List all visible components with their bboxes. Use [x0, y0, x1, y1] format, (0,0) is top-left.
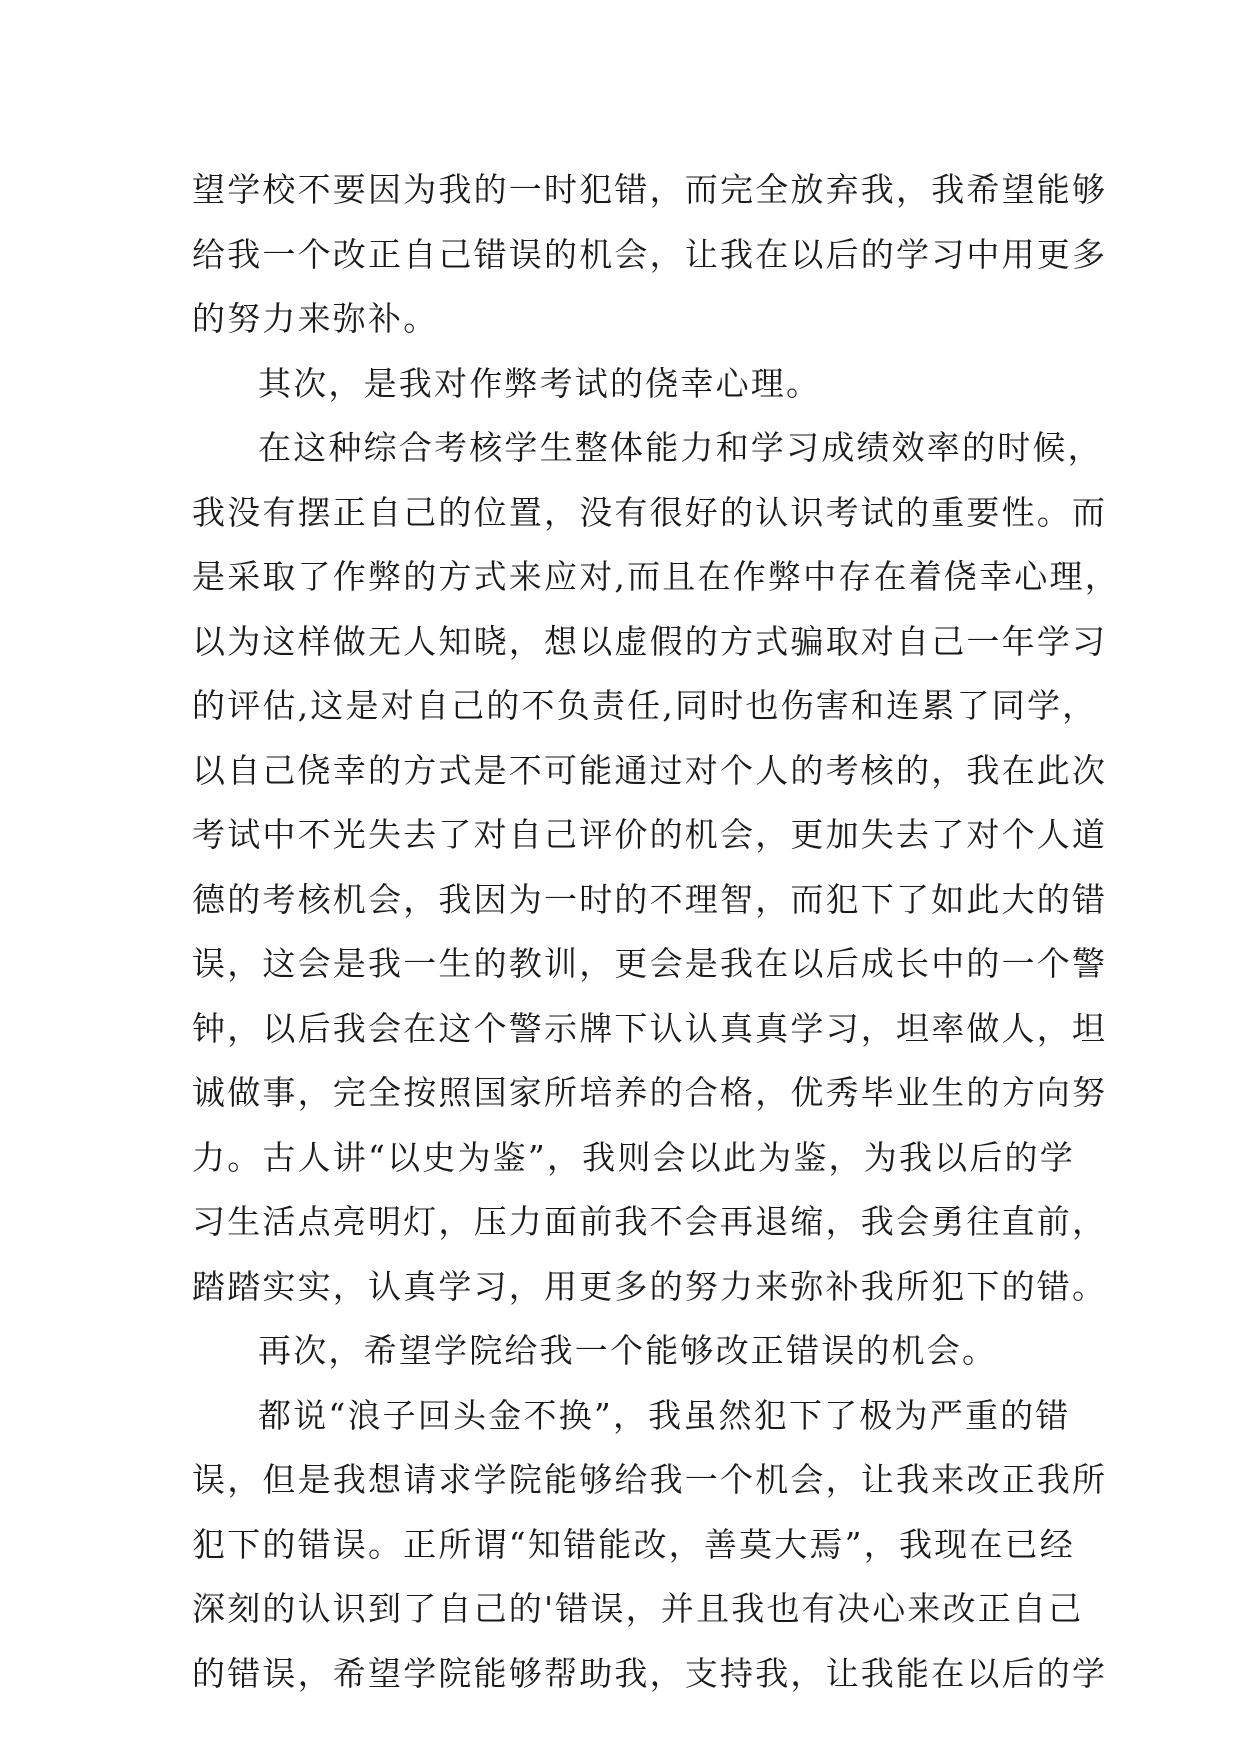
text-line: 以为这样做无人知晓，想以虚假的方式骗取对自己一年学习 [192, 621, 1108, 661]
text-line: 以自己侥幸的方式是不可能通过对个人的考核的，我在此次 [192, 750, 1108, 790]
text-line: 深刻的认识到了自己的'错误，并且我也有决心来改正自己 [192, 1589, 1084, 1628]
text-line: 的评估,这是对自己的不负责任,同时也伤害和连累了同学， [192, 686, 1098, 725]
text-line: 望学校不要因为我的一时犯错，而完全放弃我，我希望能够 [192, 170, 1108, 209]
text-line: 考试中不光失去了对自己评价的机会，更加失去了对个人道 [192, 815, 1108, 854]
text-line: 犯下的错误。正所谓“知错能改，善莫大焉”，我现在已经 [192, 1524, 1075, 1564]
text-line: 钟，以后我会在这个警示牌下认认真真学习，坦率做人，坦 [192, 1008, 1108, 1048]
text-line: 都说“浪子回头金不换”，我虽然犯下了极为严重的错 [258, 1395, 1071, 1435]
text-line: 诚做事，完全按照国家所培养的合格，优秀毕业生的方向努 [192, 1073, 1108, 1112]
text-line: 误，但是我想请求学院能够给我一个机会，让我来改正我所 [192, 1460, 1108, 1499]
text-line: 再次，希望学院给我一个能够改正错误的机会。 [258, 1331, 998, 1370]
body-text [192, 158, 1120, 1706]
text-line: 是采取了作弊的方式来应对,而且在作弊中存在着侥幸心理， [192, 557, 1120, 596]
text-line: 的错误，希望学院能够帮助我，支持我，让我能在以后的学 [192, 1653, 1108, 1693]
text-line: 我没有摆正自己的位置，没有很好的认识考试的重要性。而 [192, 492, 1108, 532]
text-line: 误，这会是我一生的教训，更会是我在以后成长中的一个警 [192, 944, 1108, 983]
text-line: 其次，是我对作弊考试的侥幸心理。 [258, 363, 822, 403]
text-line: 习生活点亮明灯，压力面前我不会再退缩，我会勇往直前， [192, 1202, 1108, 1241]
text-line: 德的考核机会，我因为一时的不理智，而犯下了如此大的错 [192, 879, 1108, 919]
text-line: 在这种综合考核学生整体能力和学习成绩效率的时候， [258, 428, 1103, 467]
text-line: 给我一个改正自己错误的机会，让我在以后的学习中用更多 [192, 234, 1108, 274]
text-line: 的努力来弥补。 [192, 299, 439, 338]
text-line: 力。古人讲“以史为鉴”，我则会以此为鉴，为我以后的学 [192, 1137, 1075, 1177]
text-line: 踏踏实实，认真学习，用更多的努力来弥补我所犯下的错。 [192, 1266, 1108, 1306]
